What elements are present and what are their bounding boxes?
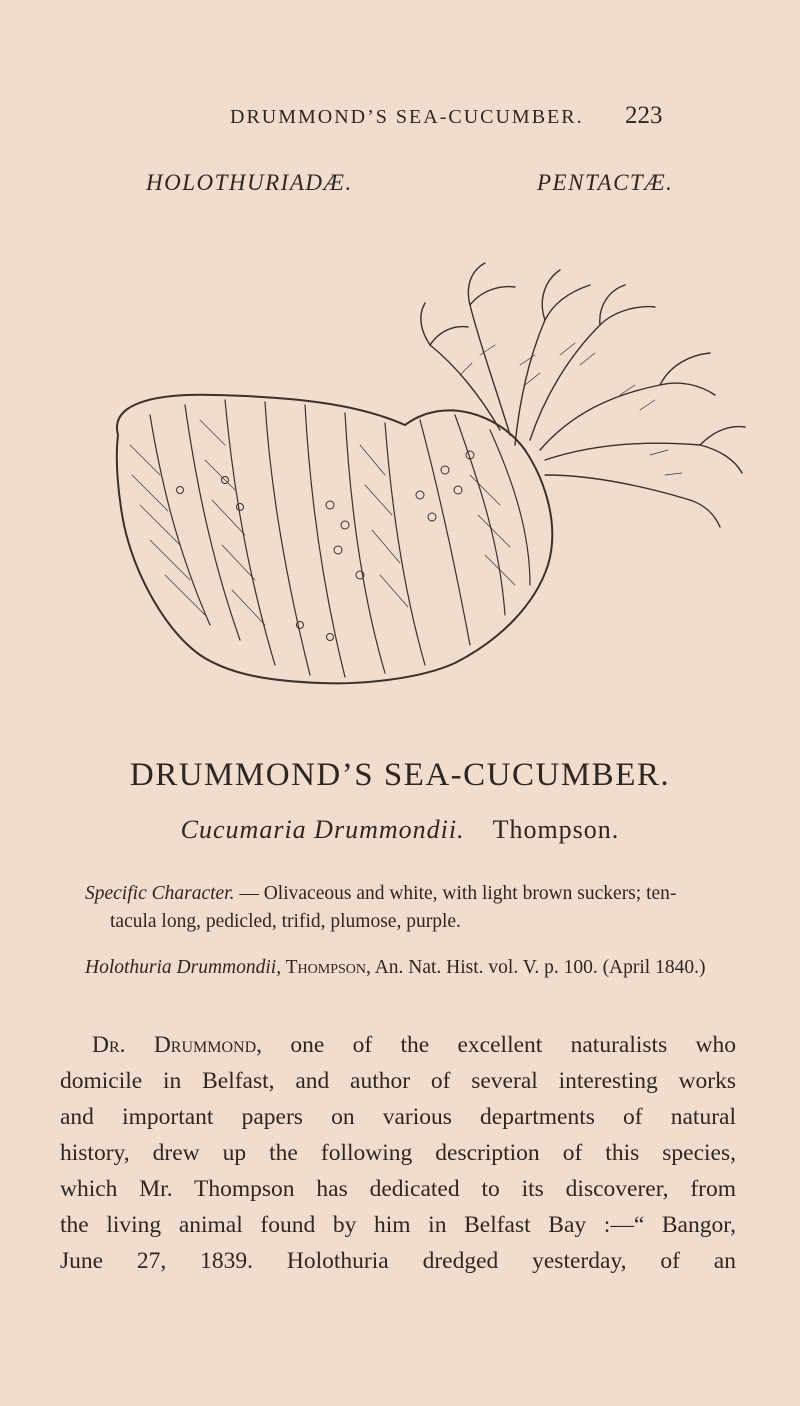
article-title: DRUMMOND’S SEA-CUCUMBER. <box>129 757 671 793</box>
body-line: June 27, 1839. Holothuria dredged yesterday, of an <box>60 1248 736 1274</box>
synonym-ref: An. Nat. Hist. vol. V. p. 100. (April 1840.) <box>370 957 706 978</box>
species-author: Thompson. <box>492 815 620 844</box>
body-outline <box>117 395 552 684</box>
character-text: — Olivaceous and white, with light brown suckers; ten-tacula long, pedicled, trifid, plumose, purple. <box>110 883 677 932</box>
tentacle-crown <box>421 263 745 527</box>
order-left: HOLOTHURIADÆ. <box>146 170 353 195</box>
body-line: history, drew up the following description of this species, <box>60 1140 736 1166</box>
body-line: and important papers on various departments of natural <box>60 1104 736 1130</box>
body-line: which Mr. Thompson has dedicated to its discoverer, from <box>60 1176 736 1202</box>
page-number: 223 <box>625 102 663 129</box>
synonym-name: Holothuria Drummondii, <box>85 957 282 978</box>
order-right: PENTACTÆ. <box>537 170 674 195</box>
species-heading <box>0 815 800 845</box>
character-label: Specific Character. <box>85 883 235 904</box>
body-line: the living animal found by him in Belfast Bay :—“ Bangor, <box>60 1212 736 1238</box>
sea-cucumber-illustration <box>0 245 800 715</box>
specific-character-paragraph <box>85 880 710 936</box>
body-lead: Dr. Drummond, <box>92 1032 263 1058</box>
species-name: Cucumaria Drummondii. <box>180 815 465 844</box>
body-line: Dr. Drummond, one of the excellent naturalists who <box>92 1032 736 1058</box>
body-paragraph <box>60 1027 736 1279</box>
synonym-reference-paragraph <box>85 954 710 982</box>
running-title: DRUMMOND’S SEA-CUCUMBER. <box>230 106 584 128</box>
synonym-author: Thompson, <box>281 957 371 978</box>
body-line: domicile in Belfast, and author of several interesting works <box>60 1068 736 1094</box>
